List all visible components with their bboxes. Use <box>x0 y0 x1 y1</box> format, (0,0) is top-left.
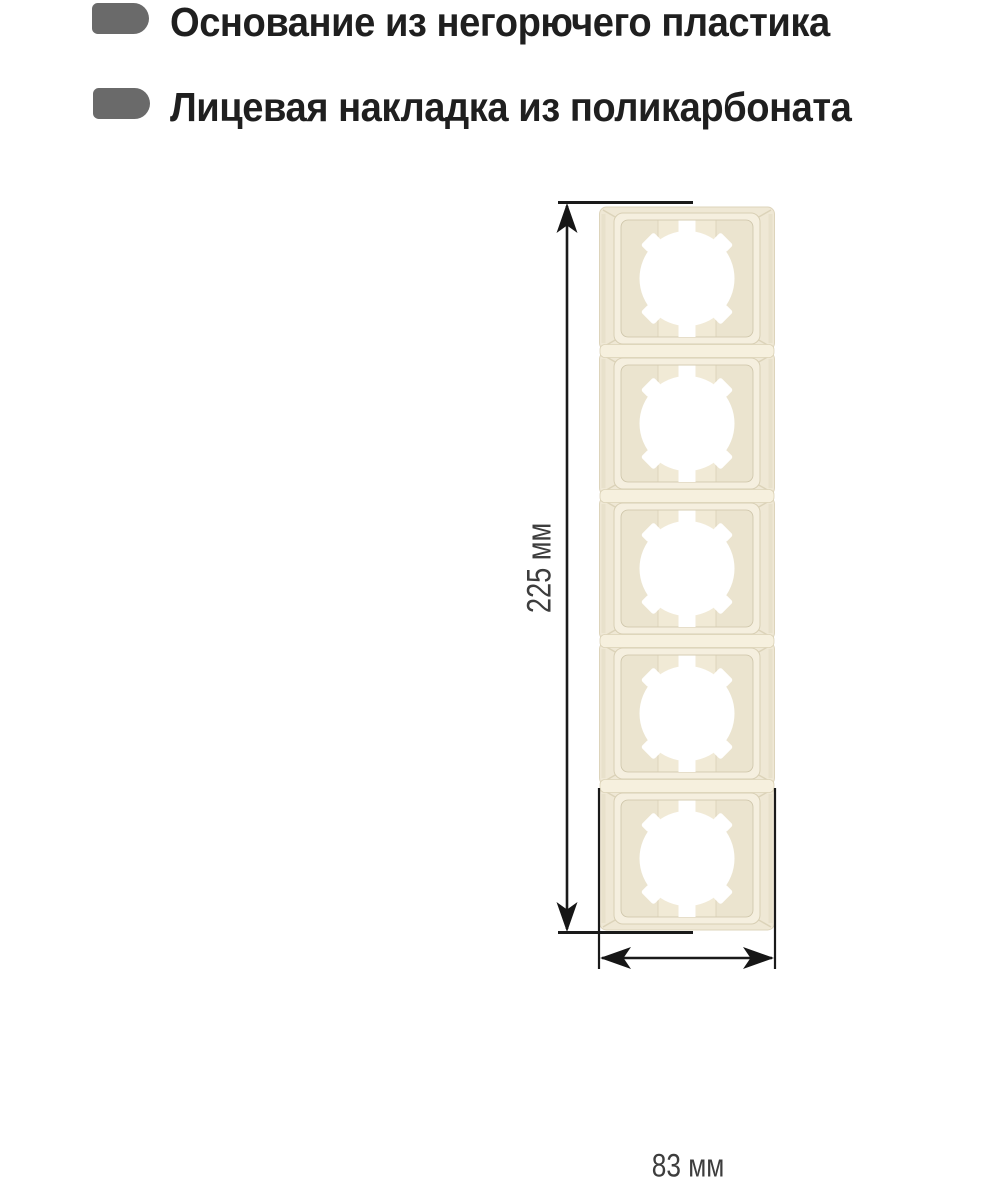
frame-module <box>600 352 775 495</box>
frame-module <box>600 787 775 930</box>
frame-module <box>600 642 775 785</box>
frame-module <box>600 497 775 640</box>
feature-bullet-icon <box>92 3 149 34</box>
feature-text: Лицевая накладка из поликарбоната <box>170 84 852 130</box>
height-dimension-label: 225 мм <box>520 522 559 614</box>
feature-bullet-icon <box>93 88 150 119</box>
frame-image <box>600 207 775 930</box>
feature-text: Основание из негорючего пластика <box>170 0 830 45</box>
width-dimension-label: 83 мм <box>651 1147 725 1184</box>
frame-module <box>600 207 775 350</box>
product-diagram <box>500 180 820 1184</box>
